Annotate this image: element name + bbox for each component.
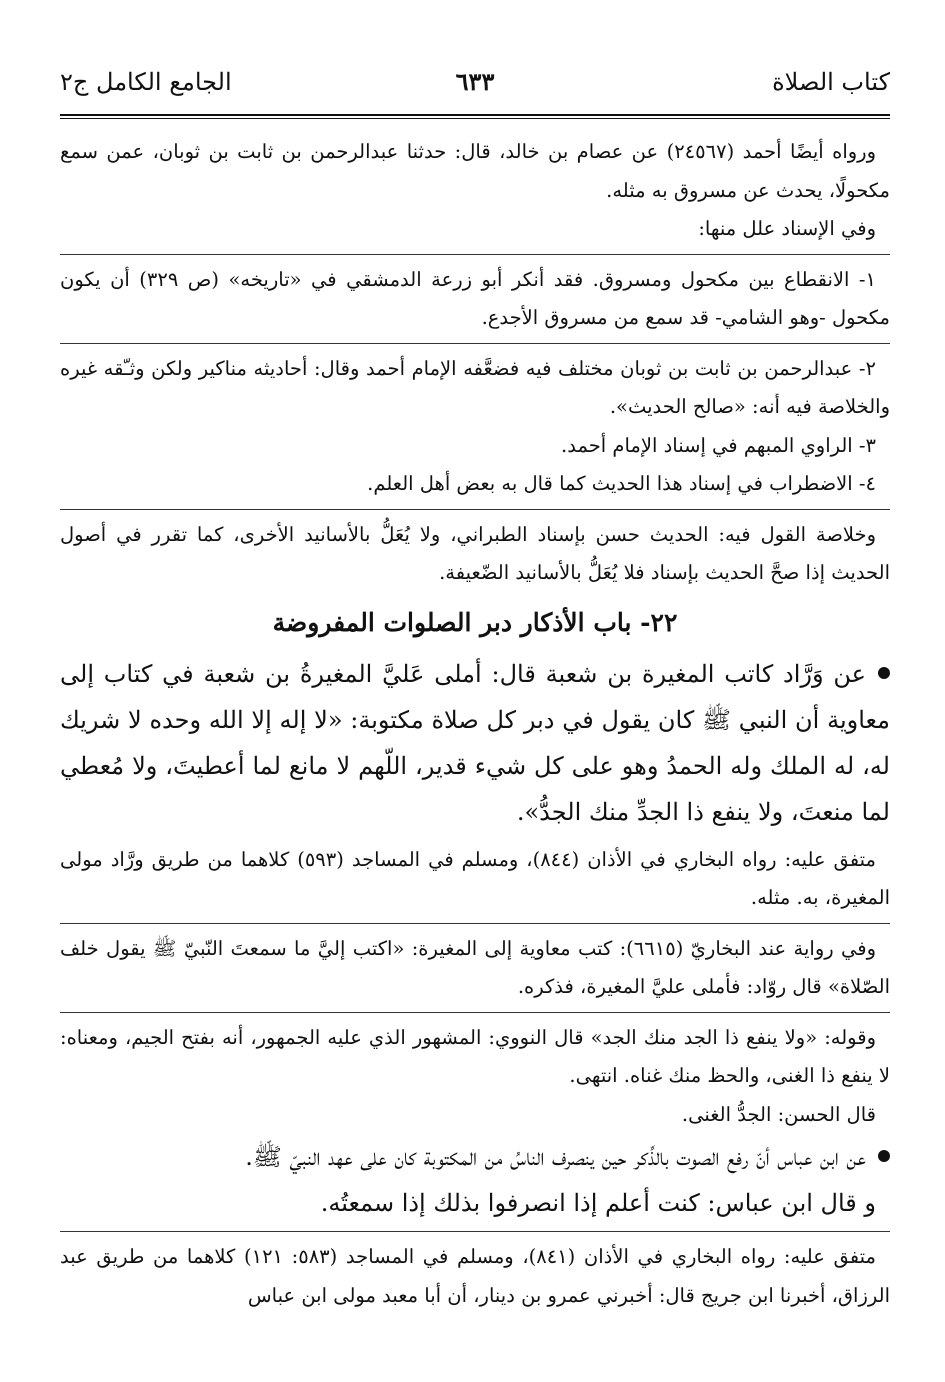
bullet-icon xyxy=(878,1150,890,1162)
note-paragraph: ٣- الراوي المبهم في إسناد الإمام أحمد. xyxy=(561,433,876,457)
divider xyxy=(60,254,890,255)
note-paragraph: ١- الانقطاع بين مكحول ومسروق. فقد أنكر أبو زرعة الدمشقي في «تاريخه» (ص ٣٢٩) أن يكون مكحول -وهو الشامي- قد سمع من مسروق الأجدع. xyxy=(60,267,890,329)
section-title: ٢٢- باب الأذكار دبر الصلوات المفروضة xyxy=(272,607,678,637)
note-paragraph: ٢- عبدالرحمن بن ثابت بن ثوبان مختلف فيه فضعَّفه الإمام أحمد وقال: أحاديثه مناكير ولكن وثـّقه غيره والخلاصة فيه أنه: «صالح الحديث». xyxy=(60,356,890,418)
note-paragraph: وخلاصة القول فيه: الحديث حسن بإسناد الطبراني، ولا يُعَلُّ بالأسانيد الأخرى، كما تقرر في أصول الحديث إذا صحَّ الحديث بإسناد فلا يُعَلُّ بالأسانيد الضّعيفة. xyxy=(60,522,890,584)
page xyxy=(60,60,890,1315)
note-paragraph: وفي رواية عند البخاريّ (٦٦١٥): كتب معاوية إلى المغيرة: «اكتب إليَّ ما سمعتَ النّبيّ ﷺ يقول خلف الصّلاة» قال روّاد: فأملى عليَّ المغيرة، فذكره. xyxy=(60,936,890,998)
note-paragraph: ٤- الاضطراب في إسناد هذا الحديث كما قال به بعض أهل العلم. xyxy=(367,472,876,495)
bullet-icon xyxy=(878,667,890,679)
header-rule xyxy=(60,114,890,119)
divider xyxy=(60,1231,890,1232)
divider xyxy=(60,1012,890,1013)
hadith-text: عن ابن عباس أنّ رفع الصوت بالذِّكر حين ينصرف الناسُ من المكتوبة كان على عهد النبيّ ﷺ. xyxy=(245,1143,866,1171)
divider xyxy=(60,923,890,924)
note-paragraph: وقوله: «ولا ينفع ذا الجد منك الجد» قال النووي: المشهور الذي عليه الجمهور، أنه بفتح الجيم، ومعناه: لا ينفع ذا الغنى، والحظ منك غناه. انتهى. xyxy=(60,1025,890,1087)
hadith-continuation: و قال ابن عباس: كنت أعلم إذا انصرفوا بذلك إذا سمعتُه. xyxy=(320,1189,876,1217)
note-paragraph: وفي الإسناد علل منها: xyxy=(698,217,876,240)
volume-title: الجامع الكامل ج٢ xyxy=(60,68,232,96)
hadith-text: عن وَرَّاد كاتب المغيرة بن شعبة قال: أملى عَليَّ المغيرةُ بن شعبة في كتاب إلى معاوية أن النبي ﷺ كان يقول في دبر كل صلاة مكتوبة: «لا إله إلا الله وحده لا شريك له، له الملك وله الحمدُ وهو على كل شيء قدير، اللّهم لا مانع لما أعطيتَ، ولا مُعطي لما منعتَ، ولا ينفع ذا الجدِّ منك الجدُّ». xyxy=(60,659,890,826)
page-header xyxy=(60,60,890,104)
note-paragraph: متفق عليه: رواه البخاري في الأذان (٨٤١)، ومسلم في المساجد (٥٨٣: ١٢١) كلاهما من طريق عبد الرزاق، أخبرنا ابن جريج قال: أخبرني عمرو بن دينار، أن أبا معبد مولى ابن عباس xyxy=(60,1245,890,1307)
hadith-paragraph xyxy=(60,651,890,835)
page-number: ٦٣٣ xyxy=(455,67,495,96)
note-paragraph: متفق عليه: رواه البخاري في الأذان (٨٤٤)، ومسلم في المساجد (٥٩٣) كلاهما من طريق ورَّاد مولى المغيرة، به. مثله. xyxy=(60,847,890,909)
divider xyxy=(60,509,890,510)
divider xyxy=(60,343,890,344)
book-title: كتاب الصلاة xyxy=(772,68,890,96)
note-paragraph: قال الحسن: الجدُّ الغنى. xyxy=(681,1102,876,1126)
hadith-paragraph xyxy=(60,1134,890,1180)
note-paragraph: ورواه أيضًا أحمد (٢٤٥٦٧) عن عصام بن خالد، قال: حدثنا عبدالرحمن بن ثابت بن ثوبان، عمن سمع مكحولًا، يحدث عن مسروق به مثله. xyxy=(60,140,890,202)
